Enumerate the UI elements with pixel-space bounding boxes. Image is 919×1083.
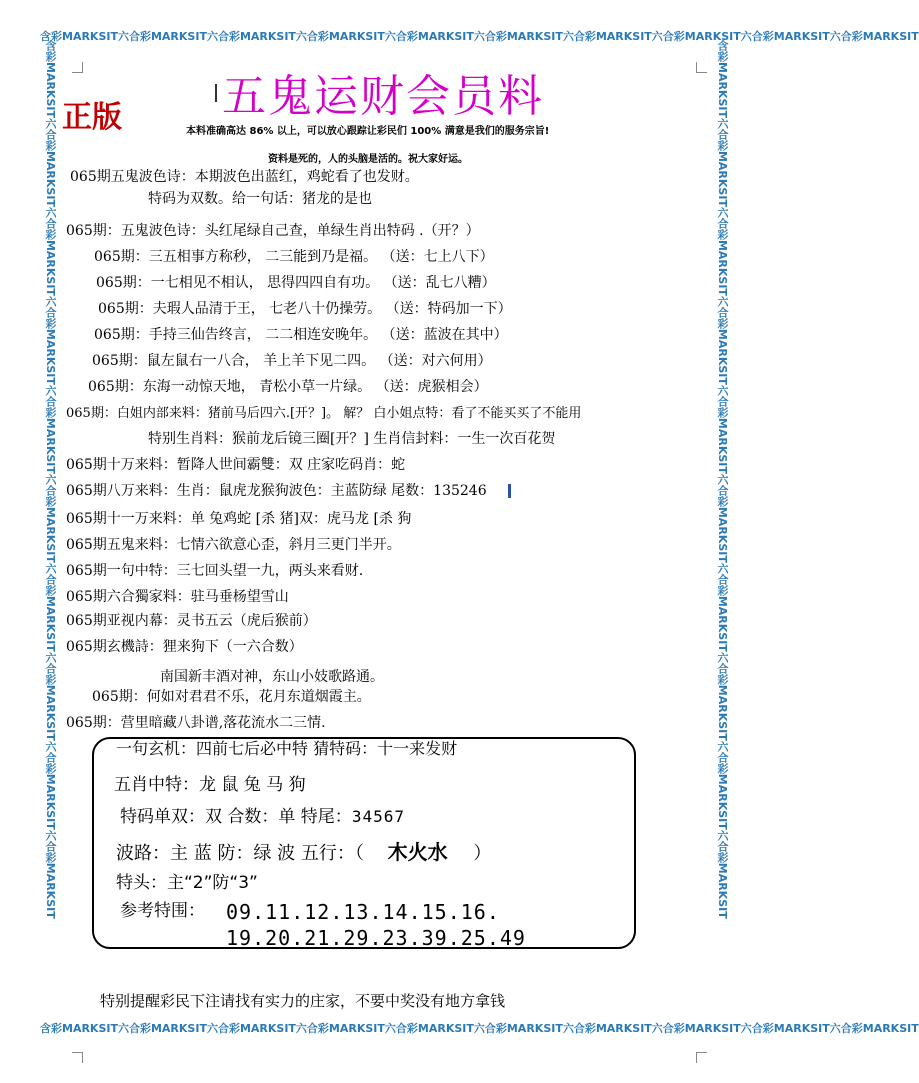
corner-mark	[72, 1052, 83, 1063]
page-title: 五鬼运财会员料	[222, 71, 544, 122]
text-line: 065期：营里暗藏八卦谱,落花流水二三情.	[66, 715, 326, 731]
text-line: 065期玄機詩：狸来狗下（一六合数）	[66, 639, 303, 655]
text-line: 065期亚视内幕：灵书五云（虎后猴前）	[66, 613, 317, 629]
text-line: 065期十一万来料：单 兔鸡蛇 [杀 猪]双：虎马龙 [杀 狗	[66, 511, 412, 527]
slogan-line-2: 资料是死的，人的头脑是活的。祝大家好运。	[268, 154, 468, 165]
text-line: 特码为双数。给一句话：猪龙的是也	[148, 191, 372, 207]
box-line-1: 一句玄机：四前七后必中特 猜特码：十一来发财	[116, 739, 458, 758]
text-line: 特别生肖料：猴前龙后镜三圈[开？] 生肖信封料：一生一次百花贺	[148, 431, 556, 447]
slogan-line-1: 本料准确高达 86% 以上，可以放心跟踪让彩民们 100% 满意是我们的服务宗旨!	[186, 126, 550, 137]
text-cursor-mark	[215, 84, 217, 102]
bottom-border-text: 含彩MARKSIT六合彩MARKSIT六合彩MARKSIT六合彩MARKSIT六合彩MARKSIT六合彩MARKSIT六合彩MARKSIT六合彩MARKSIT六合彩MARKSIT六合彩MARKSIT	[40, 1022, 919, 1035]
box-line-4-label: 波路：主 蓝 防：绿 波 五行：（	[116, 843, 364, 864]
text-line: 南国新丰酒对神，东山小妓歌路通。	[160, 669, 384, 685]
footer-reminder: 特别提醒彩民下注请找有实力的庄家，不要中奖没有地方拿钱	[100, 992, 506, 1010]
text-line: 065期：五鬼波色诗：头红尾绿自己查，单绿生肖出特码 .（开？）	[66, 223, 480, 239]
right-border-text: 含彩MARKSIT六合彩MARKSIT六合彩MARKSIT六合彩MARKSIT六合彩MARKSIT六合彩MARKSIT六合彩MARKSIT六合彩MARKSIT六合彩MARKSIT六合彩MARKSIT	[716, 40, 729, 919]
reference-numbers-1: 09.11.12.13.14.15.16.	[226, 900, 500, 924]
text-line: 065期：鼠左鼠右一八合， 羊上羊下见二四。 （送：对六何用）	[92, 353, 492, 369]
text-line: 065期：夫瑕人品清于王， 七老八十仍操劳。 （送：特码加一下）	[98, 301, 512, 317]
text-line: 065期十万来料：暂降人世间霸雙：双 庄家吃码肖：蛇	[66, 457, 406, 473]
left-border-text: 含彩MARKSIT六合彩MARKSIT六合彩MARKSIT六合彩MARKSIT六合彩MARKSIT六合彩MARKSIT六合彩MARKSIT六合彩MARKSIT六合彩MARKSIT六合彩MARKSIT	[44, 40, 57, 919]
text-line: 065期五鬼波色诗：本期波色出蓝红，鸡蛇看了也发财。	[70, 169, 419, 185]
tail-numbers: 34567	[351, 807, 405, 826]
box-line-6: 参考特围：	[120, 901, 205, 921]
box-line-4-close: ）	[473, 843, 492, 864]
corner-mark	[72, 62, 83, 73]
five-elements-value: 木火水	[387, 840, 448, 864]
text-line: 065期：白姐内部来料：猪前马后四六.[开？]。 解？ 白小姐点特：看了不能买买了不能用	[66, 406, 582, 421]
text-cursor-mark	[508, 484, 511, 498]
text-line: 065期：何如对君君不乐，花月东道烟霞主。	[92, 689, 371, 705]
genuine-badge: 正版	[62, 100, 122, 135]
text-line: 065期：三五相事方称秒， 二三能到乃是福。 （送：七上八下）	[94, 249, 494, 265]
corner-mark	[696, 62, 707, 73]
box-line-4	[116, 836, 491, 865]
box-line-3	[120, 802, 405, 827]
text-line: 065期八万来料：生肖：鼠虎龙猴狗波色：主蓝防绿 尾数：135246	[66, 483, 487, 499]
text-line: 065期六合獨家料：驻马垂杨望雪山	[66, 589, 289, 605]
corner-mark	[696, 1052, 707, 1063]
text-line: 065期：东海一动惊天地， 青松小草一片绿。 （送：虎猴相会）	[88, 379, 488, 395]
box-line-5: 特头：主“2”防“3”	[116, 873, 258, 893]
text-line: 065期五鬼来料：七情六欲意心歪，斜月三更门半开。	[66, 537, 401, 553]
top-border-text: 含彩MARKSIT六合彩MARKSIT六合彩MARKSIT六合彩MARKSIT六合彩MARKSIT六合彩MARKSIT六合彩MARKSIT六合彩MARKSIT六合彩MARKSIT六合彩MARKSIT	[40, 30, 919, 43]
reference-numbers-2: 19.20.21.29.23.39.25.49	[226, 926, 526, 950]
box-line-2: 五肖中特：龙 鼠 兔 马 狗	[114, 775, 306, 795]
text-line: 065期：手持三仙告终言， 二二相连安晚年。 （送：蓝波在其中）	[94, 327, 508, 343]
text-line: 065期：一七相见不相认， 思得四四自有功。 （送：乱七八糟）	[96, 275, 496, 291]
box-line-3-label: 特码单双：双 合数：单 特尾：	[120, 807, 352, 827]
text-line: 065期一句中特：三七回头望一九，两头来看财.	[66, 563, 364, 579]
